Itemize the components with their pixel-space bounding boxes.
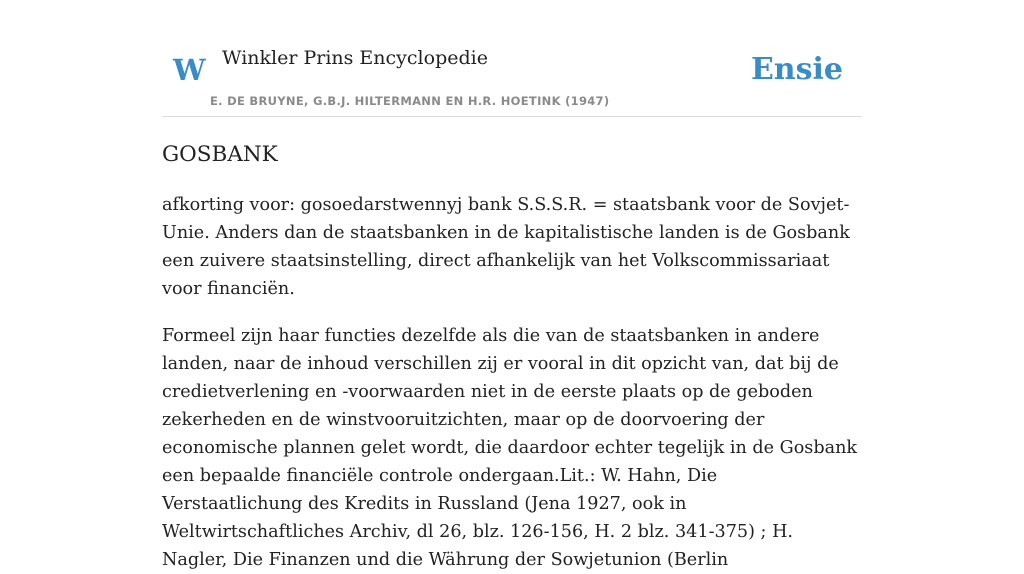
- article-paragraph: afkorting voor: gosoedarstwennyj bank S.S.S.R. = staatsbank voor de Sovjet-Unie. Anders dan de staatsbanken in de kapitalistische landen is de Gosbank een zuivere staatsinstelling, direct afhankelijk van het Volkscommissariaat voor financiën.: [162, 195, 850, 299]
- winkler-prins-logo-icon[interactable]: W: [173, 53, 206, 87]
- article: [162, 137, 862, 574]
- source-header: [162, 0, 862, 117]
- article-title: GOSBANK: [162, 142, 278, 167]
- source-authors: E. DE BRUYNE, G.B.J. HILTERMANN EN H.R. HOETINK (1947): [210, 94, 610, 108]
- source-title[interactable]: Winkler Prins Encyclopedie: [222, 47, 488, 69]
- article-paragraph: Formeel zijn haar functies dezelfde als die van de staatsbanken in andere landen, naar de inhoud verschillen zij er vooral in dit opzicht van, dat bij de credietverlening en -voorwaarden niet in de eerste plaats op de geboden zekerheden en de winstvooruitzichten, maar op de doorvoering der economische plannen gelet wordt, die daardoor echter tegelijk in de Gosbank een bepaalde financiële controle ondergaan.Lit.: W. Hahn, Die Verstaatlichung des Kredits in Russland (Jena 1927, ook in Weltwirtschaftliches Archiv, dl 26, blz. 126-156, H. 2 blz. 341-375) ; H. Nagler, Die Finanzen und die Währung der Sowjetunion (Berlin: [162, 326, 858, 570]
- ensie-logo[interactable]: Ensie: [750, 52, 843, 87]
